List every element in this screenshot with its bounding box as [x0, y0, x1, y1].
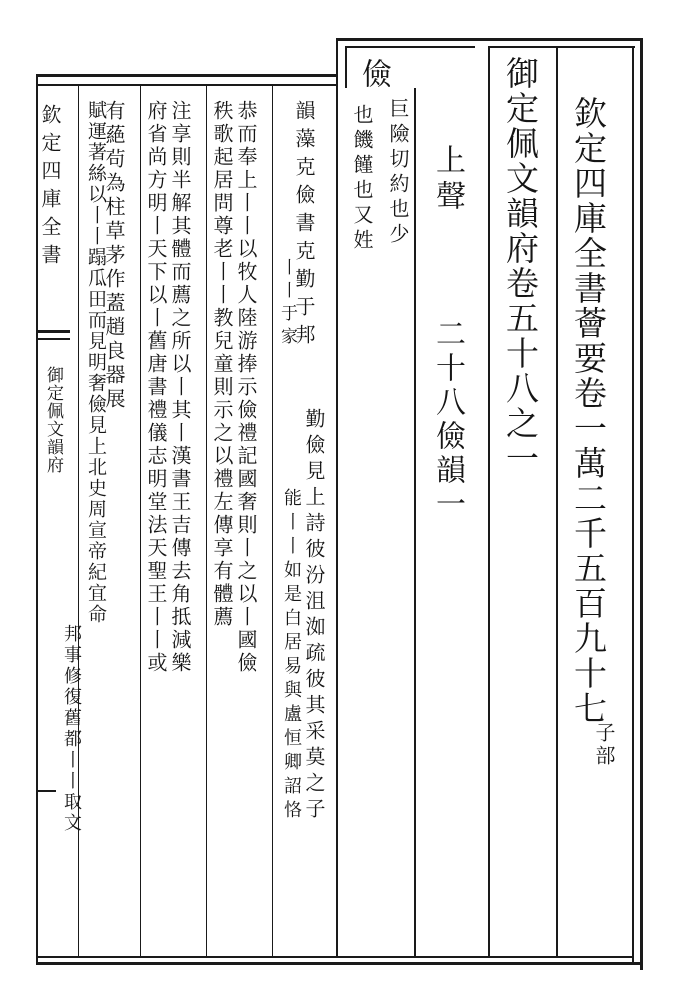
column-rule — [272, 86, 273, 956]
entry-gloss-a: 巨險切約也少 — [386, 98, 410, 248]
category-label: 子部 — [592, 722, 616, 768]
margin-edge-title: 欽定四庫全書 — [38, 104, 62, 272]
body-column: 恭而奉上丨丨以牧人陸游捧示儉禮記國奢則丨之以丨國儉 — [234, 100, 258, 675]
book-title: 御定佩文韻府卷五十八之一 — [501, 56, 540, 476]
bottom-border — [36, 962, 643, 965]
title-box-top — [480, 38, 640, 41]
right-border-inner — [632, 46, 634, 964]
body-column: 勤儉見上詩彼汾沮洳疏彼其采莫之子 — [302, 408, 326, 824]
column-rule — [414, 88, 416, 958]
top-border-inner — [36, 84, 336, 86]
column-rule — [556, 46, 558, 958]
body-column: 府省尚方明丨天下以丨舊唐書禮儀志明堂法天聖王丨丨或 — [144, 100, 168, 675]
column-rule — [206, 86, 207, 956]
body-column: 能丨丨如是白居易與盧恒卿詔恪 — [281, 488, 302, 824]
entry-gloss-b: 也饑饉也又姓 — [350, 104, 374, 254]
title-box-top-inner — [490, 46, 635, 48]
body-column: 丨丨于家 — [277, 258, 297, 350]
fish-tail-mark — [36, 330, 70, 333]
margin-fish-tail-title: 御定佩文韻府 — [43, 366, 63, 474]
tone-heading: 上聲 — [430, 144, 465, 216]
body-column: 賦運著絲以丨丨蹋瓜田而見明奢儉見上北史周宣帝紀宜命 — [85, 100, 107, 625]
column-rule — [336, 38, 338, 958]
column-rule — [140, 86, 141, 956]
fish-tail-mark — [36, 338, 70, 340]
body-column: 秩歌起居問尊老丨丨教兒童則示之以禮左傳享有體薦 — [210, 100, 234, 629]
rhyme-group-heading: 二十八儉韻一 — [430, 318, 465, 522]
body-column: 有蕝茍為柱草茅作蓋趙良器展 — [102, 100, 126, 412]
main-title: 欽定四庫全書薈要卷一萬二千五百九十七 — [569, 96, 608, 726]
label-box-top — [336, 38, 480, 41]
right-border — [640, 38, 643, 970]
body-column: 注享則半解其體而薦之所以丨其丨漢書王吉傳去角抵減樂 — [168, 100, 192, 675]
label-box-top-inner — [345, 46, 475, 48]
column-rule — [345, 46, 347, 88]
body-column: 邦事修復舊都丨丨取文 — [61, 624, 82, 834]
column-rule — [488, 46, 490, 958]
bottom-border-inner — [36, 956, 634, 958]
fish-tail-mark — [36, 790, 56, 792]
top-border-outer — [36, 74, 336, 77]
entry-character: 儉 — [356, 58, 391, 88]
body-column: 韻藻克儉書克勤于邦 — [292, 100, 316, 352]
